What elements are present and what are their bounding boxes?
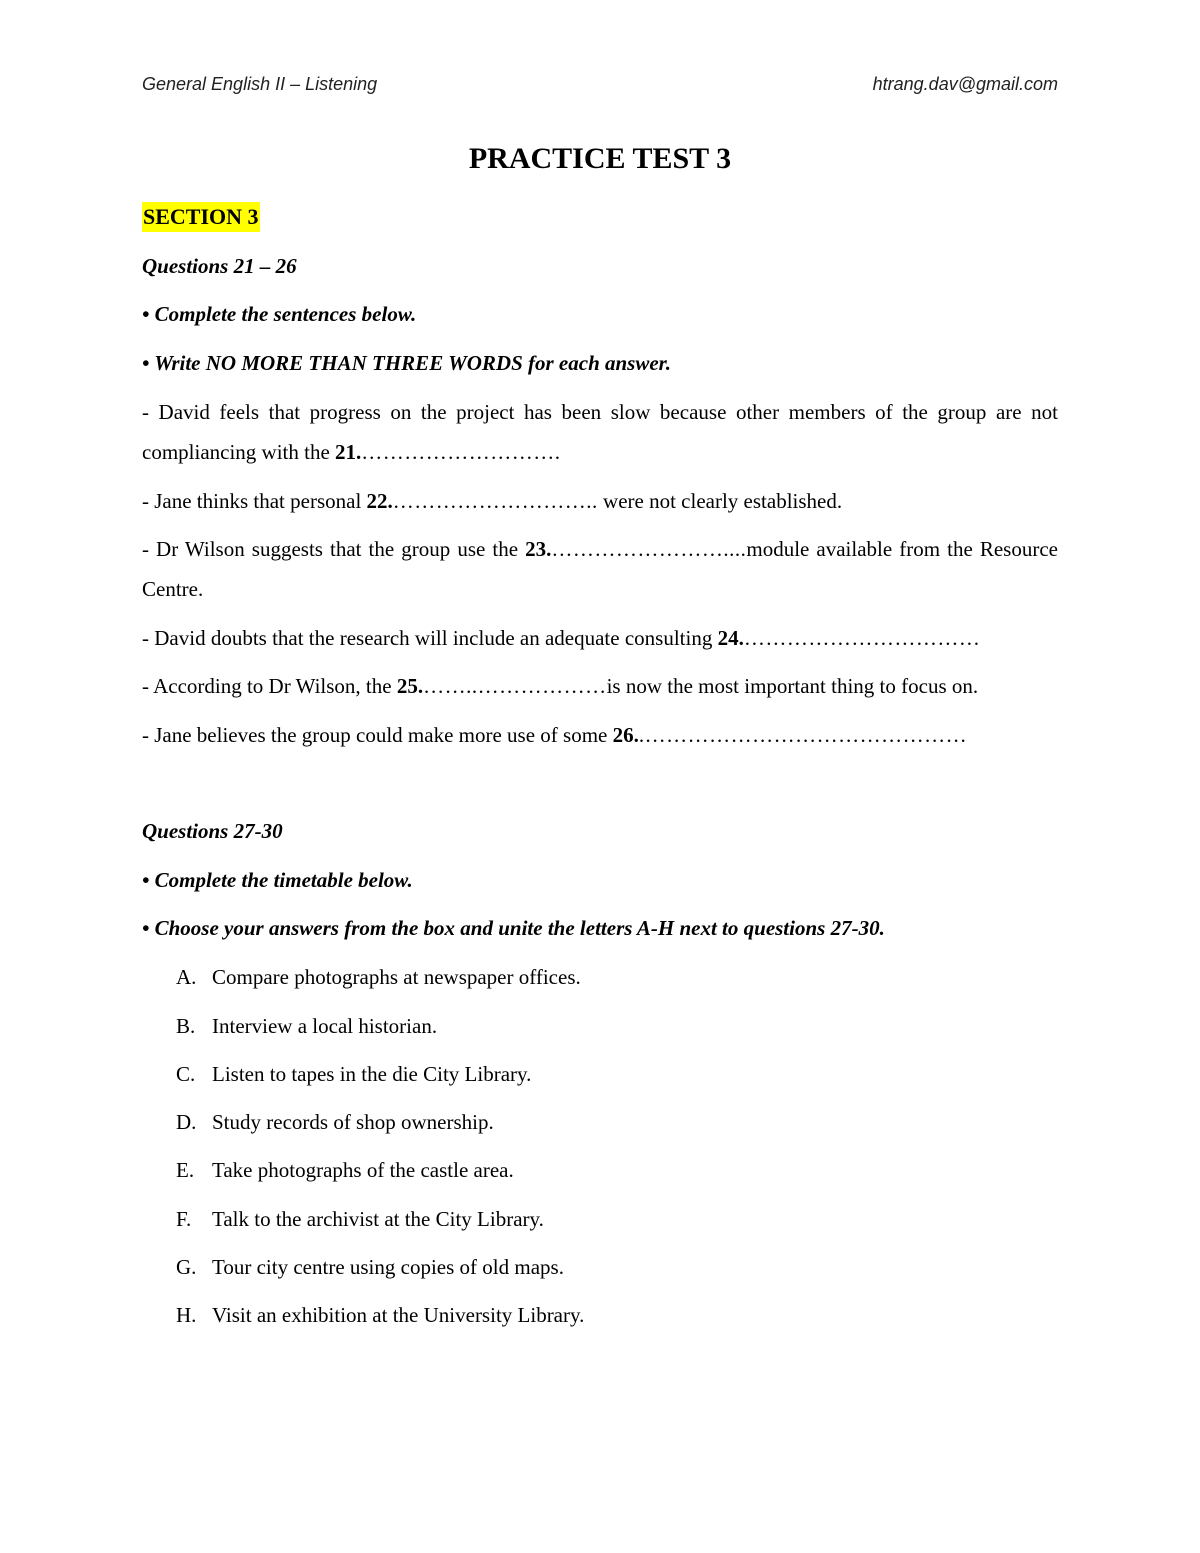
question-25 [142, 666, 1058, 706]
question-25-text: - According to Dr Wilson, the [142, 674, 397, 698]
header-course: General English II – Listening [142, 74, 378, 94]
option-text: Tour city centre using copies of old maps. [212, 1255, 564, 1279]
question-25-number: 25. [396, 674, 424, 698]
question-22-text-after: were not clearly established. [597, 489, 843, 513]
section-label: SECTION 3 [142, 202, 260, 232]
question-21-blank: ………………………. [361, 440, 561, 464]
option-e [176, 1150, 514, 1190]
question-22 [142, 481, 1058, 521]
option-text: Compare photographs at newspaper offices. [212, 965, 581, 989]
option-letter: G. [176, 1255, 197, 1279]
instruction-complete-sentences: • Complete the sentences below. [142, 302, 417, 326]
option-letter: A. [176, 965, 197, 989]
questions-27-30-heading: Questions 27-30 [142, 819, 283, 843]
question-21 [142, 392, 1058, 472]
instruction-word-limit: • Write NO MORE THAN THREE WORDS for each answer. [142, 351, 671, 375]
instruction-choose-answers: • Choose your answers from the box and unite the letters A-H next to questions 27-30. [142, 916, 885, 940]
page-title: PRACTICE TEST 3 [468, 142, 732, 175]
option-letter: H. [176, 1303, 197, 1327]
question-26-blank: .……………………………………… [638, 723, 968, 747]
option-text: Listen to tapes in the die City Library. [212, 1062, 532, 1086]
option-h [176, 1295, 584, 1335]
question-22-text: - Jane thinks that personal [142, 489, 367, 513]
option-f [176, 1199, 544, 1239]
option-text: Interview a local historian. [212, 1014, 438, 1038]
question-23-text-after: module available from the Resource Centre. [142, 537, 1058, 601]
option-a [176, 957, 581, 997]
option-letter: B. [176, 1014, 196, 1038]
question-24-blank: …………………………… [743, 626, 981, 650]
question-23-blank: …………………….... [551, 537, 747, 561]
question-21-number: 21. [335, 440, 362, 464]
question-25-text-after: is now the most important thing to focus on. [606, 674, 979, 698]
option-c [176, 1054, 531, 1094]
option-text: Talk to the archivist at the City Library. [212, 1207, 544, 1231]
option-text: Take photographs of the castle area. [212, 1158, 514, 1182]
instruction-complete-timetable: • Complete the timetable below. [142, 868, 413, 892]
option-d [176, 1102, 494, 1142]
question-23 [142, 529, 1058, 609]
question-21-text: - David feels that progress on the project has been slow because other members of the group are not compliancing with the [142, 400, 1058, 464]
option-letter: E. [176, 1158, 195, 1182]
header-email: htrang.dav@gmail.com [872, 74, 1058, 94]
question-24 [142, 618, 1058, 658]
question-26 [142, 715, 1058, 755]
question-22-blank: ……………………….. [392, 489, 598, 513]
question-23-text: - Dr Wilson suggests that the group use the [142, 537, 526, 561]
question-23-number: 23. [525, 537, 552, 561]
option-text: Study records of shop ownership. [212, 1110, 494, 1134]
option-b [176, 1006, 437, 1046]
question-22-number: 22. [366, 489, 393, 513]
option-g [176, 1247, 564, 1287]
question-24-text: - David doubts that the research will include an adequate consulting [142, 626, 718, 650]
question-26-number: 26. [612, 723, 639, 747]
question-26-text: - Jane believes the group could make more use of some [142, 723, 613, 747]
question-25-blank: ……..……………… [423, 674, 607, 698]
option-letter: D. [176, 1110, 197, 1134]
option-text: Visit an exhibition at the University Library. [212, 1303, 585, 1327]
option-letter: C. [176, 1062, 196, 1086]
questions-21-26-heading: Questions 21 – 26 [142, 254, 297, 278]
question-24-number: 24. [717, 626, 744, 650]
option-letter: F. [176, 1207, 192, 1231]
